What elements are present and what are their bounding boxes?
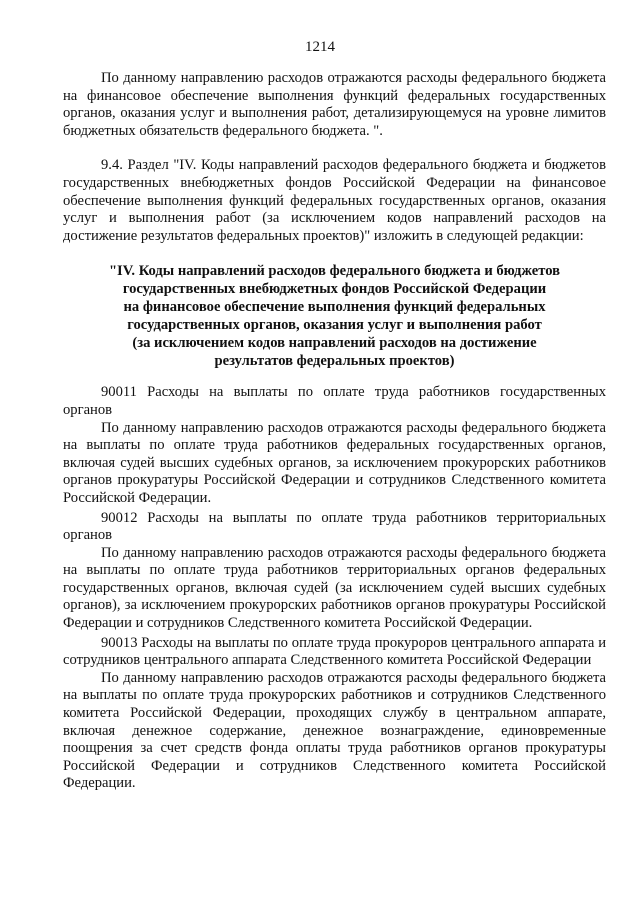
heading-line: "IV. Коды направлений расходов федерального бюджета и бюджетов	[108, 263, 561, 280]
page-number: 1214	[305, 39, 335, 55]
heading-line: государственных внебюджетных фондов Российской Федерации	[122, 281, 547, 298]
paragraph-expense-direction-note: По данному направлению расходов отражаются расходы федерального бюджета на финансовое обеспечение выполнения функций федеральных государственных органов, оказания услуг и выполнения работ, детализирующемуся на уровне лимитов бюджетных обязательств федерального бюджета. ".	[63, 70, 606, 139]
entry-description-90013: По данному направлению расходов отражаются расходы федерального бюджета на выплаты по оплате труда прокурорских работников и сотрудников Следственного комитета Российской Федерации, проходящих службу в центральном аппарате, включая денежное содержание, денежное вознаграждение, единовременные поощрения за счет средств фонда оплаты труда работников органов прокуратуры Российской Федерации и сотрудников Следственного комитета Российской Федерации.	[63, 669, 606, 792]
document-body	[63, 70, 606, 793]
heading-line: результатов федеральных проектов)	[214, 353, 455, 370]
entry-description-90011: По данному направлению расходов отражаются расходы федерального бюджета на выплаты по оплате труда работников федеральных государственных органов, включая судей высших судебных органов, за исключением прокурорских работников органов прокуратуры Российской Федерации и сотрудников Следственного комитета Российской Федерации.	[63, 419, 606, 506]
heading-line: государственных органов, оказания услуг и выполнения работ	[127, 317, 542, 334]
heading-line: на финансовое обеспечение выполнения функций федеральных	[123, 299, 546, 316]
heading-line: (за исключением кодов направлений расходов на достижение	[132, 335, 537, 352]
entry-title-90011: 90011 Расходы на выплаты по оплате труда работников государственных органов	[63, 384, 606, 418]
paragraph-section-9-4: 9.4. Раздел "IV. Коды направлений расходов федерального бюджета и бюджетов государственных внебюджетных фондов Российской Федерации на финансовое обеспечение выполнения функций федеральных государственных органов, оказания услуг и выполнения работ (за исключением кодов направлений расходов на достижение результатов федеральных проектов)" изложить в следующей редакции:	[63, 157, 606, 244]
entry-title-90012: 90012 Расходы на выплаты по оплате труда работников территориальных органов	[63, 509, 606, 544]
entry-description-90012: По данному направлению расходов отражаются расходы федерального бюджета на выплаты по оплате труда работников территориальных органов федеральных государственных органов, включая судей (за исключением судей высших судебных органов), за исключением прокурорских работников органов прокуратуры Российской Федерации и сотрудников Следственного комитета Российской Федерации.	[63, 544, 606, 632]
entry-title-90013: 90013 Расходы на выплаты по оплате труда прокуроров центрального аппарата и сотрудников центрального аппарата Следственного комитета Российской Федерации	[63, 634, 606, 669]
section-heading	[63, 262, 606, 370]
